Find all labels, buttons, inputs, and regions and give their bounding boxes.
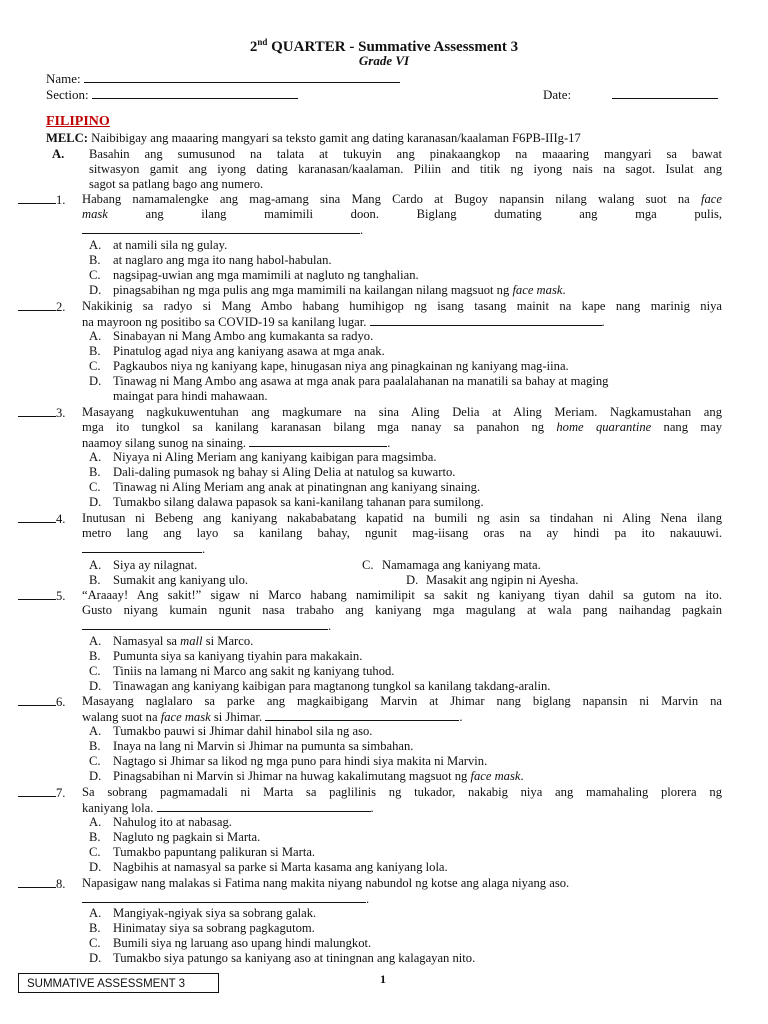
option-text: Niyaya ni Aling Meriam ang kaniyang kaibigan para magsimba. xyxy=(113,450,437,464)
answer-blank-6[interactable] xyxy=(18,694,56,706)
option-text: Tinawagan ang kaniyang kaibigan para magtanong tungkol sa kanilang takdang-aralin. xyxy=(113,679,551,693)
option-text: Dali-daling pumasok ng bahay si Aling Delia at natulog sa kuwarto. xyxy=(113,465,456,479)
q1-option-c[interactable] xyxy=(89,268,419,283)
section-field xyxy=(46,86,298,102)
q1-italic-a: face xyxy=(701,192,722,206)
option-letter: C. xyxy=(89,664,101,678)
q1-italic-b: mask xyxy=(82,207,108,221)
option-letter: C. xyxy=(89,268,101,282)
option-letter: B. xyxy=(89,344,101,358)
q6-option-d[interactable] xyxy=(89,769,524,784)
option-letter: C. xyxy=(89,845,101,859)
q1-option-d[interactable] xyxy=(89,283,566,298)
q1-option-a[interactable] xyxy=(89,238,227,253)
question-2-line-2: na mayroon ng positibo sa COVID-19 sa kanilang lugar. . xyxy=(82,315,605,329)
q1-fill-blank[interactable] xyxy=(82,222,360,234)
q8-option-d[interactable] xyxy=(89,951,475,966)
part-a-line-3: sagot sa patlang bago ang numero. xyxy=(89,177,264,191)
question-4-number xyxy=(18,511,65,527)
option-text: Mangiyak-ngiyak siya sa sobrang galak. xyxy=(113,906,317,920)
answer-blank-4[interactable] xyxy=(18,511,56,523)
option-letter: C. xyxy=(89,359,101,373)
question-6-line-1: Masayang naglalaro sa parke ang magkaibigang Marvin at Jhimar nang biglang napansin ni Marvin na xyxy=(82,694,722,708)
q6-option-a[interactable] xyxy=(89,724,372,739)
q2-option-a[interactable] xyxy=(89,329,373,344)
option-text: Hinimatay siya sa sobrang pagkagutom. xyxy=(113,921,315,935)
footer-label-box: SUMMATIVE ASSESSMENT 3 xyxy=(18,973,219,993)
option-letter: C. xyxy=(362,558,374,572)
q4-fill-blank[interactable] xyxy=(82,541,202,553)
question-7-line-2: kaniyang lola. . xyxy=(82,801,374,815)
option-letter: D. xyxy=(89,495,102,509)
title-text: QUARTER - Summative Assessment 3 xyxy=(267,39,519,55)
question-2-number xyxy=(18,299,65,315)
q3-option-c[interactable] xyxy=(89,480,480,495)
option-text: Nahulog ito at nabasag. xyxy=(113,815,232,829)
option-letter: D. xyxy=(89,374,102,388)
q2-fill-blank[interactable] xyxy=(370,314,602,326)
q2-option-d-continued: maingat para hindi mahawaan. xyxy=(113,389,268,403)
q7-option-a[interactable] xyxy=(89,815,232,830)
question-7-number xyxy=(18,785,65,801)
question-1-line-2 xyxy=(82,207,722,222)
option-italic: face mask xyxy=(470,769,521,783)
option-letter: A. xyxy=(89,906,102,920)
title-number: 2 xyxy=(249,39,258,55)
q4-option-d[interactable] xyxy=(406,573,578,588)
option-text: Nagbihis at namasyal sa parke si Marta kasama ang kaniyang lola. xyxy=(113,860,448,874)
option-letter: B. xyxy=(89,253,101,267)
answer-blank-1[interactable] xyxy=(18,192,56,204)
answer-blank-7[interactable] xyxy=(18,785,56,797)
option-letter: C. xyxy=(89,480,101,494)
question-4-line-2: metro lang ang layo sa kanilang bahay, ngunit mag-iisang oras na ay hindi pa ito nakauuwi. xyxy=(82,526,722,540)
option-tail: . xyxy=(520,769,524,783)
q5-option-d[interactable] xyxy=(89,679,550,694)
option-letter: A. xyxy=(89,450,102,464)
question-5-line-1: “Araaay! Ang sakit!” sigaw ni Marco habang namimilipit sa sakit ng kaniyang tiyan dahil sa gutom na ito. xyxy=(82,588,722,602)
title-ordinal: nd xyxy=(257,37,268,47)
question-4-answer-line[interactable]: . xyxy=(82,541,205,557)
question-6-number xyxy=(18,694,65,710)
question-number: 7. xyxy=(56,786,66,800)
q2-option-d[interactable] xyxy=(89,374,608,389)
question-8-answer-line[interactable]: . xyxy=(82,891,369,907)
option-text: Nagtago si Jhimar sa likod ng mga puno para hindi siya makita ni Marvin. xyxy=(113,754,488,768)
question-6-line-2: walang suot na face mask si Jhimar. . xyxy=(82,710,463,724)
option-text: at naglaro ang mga ito nang habol-habulan. xyxy=(113,253,332,267)
question-7-line-1: Sa sobrang pagmamadali ni Marta sa paglilinis ng tukador, nakabig niya ang mamahaling plorera ng xyxy=(82,785,722,799)
q3-option-a[interactable] xyxy=(89,450,437,465)
option-text: Tumakbo pauwi si Jhimar dahil hinabol sila ng aso. xyxy=(113,724,373,738)
q5-option-a[interactable] xyxy=(89,634,253,649)
option-text: Namamaga ang kaniyang mata. xyxy=(382,558,541,572)
option-text: Pinatulog agad niya ang kaniyang asawa at mga anak. xyxy=(113,344,385,358)
question-3-line-2 xyxy=(82,420,722,435)
melc-text: Naibibigay ang maaaring mangyari sa teksto gamit ang dating karanasan/kaalaman F6PB-IIIg-17 xyxy=(87,131,581,145)
option-letter: B. xyxy=(89,649,101,663)
q8-option-b[interactable] xyxy=(89,921,315,936)
option-letter: C. xyxy=(89,936,101,950)
question-number: 1. xyxy=(56,193,66,207)
question-number: 3. xyxy=(56,406,66,420)
q5-option-c[interactable] xyxy=(89,664,394,679)
option-letter: D. xyxy=(406,573,419,587)
option-letter: D. xyxy=(89,283,102,297)
option-letter: A. xyxy=(89,558,102,572)
option-italic: mall xyxy=(180,634,203,648)
option-text: Sinabayan ni Mang Ambo ang kumakanta sa radyo. xyxy=(113,329,374,343)
option-text: Inaya na lang ni Marvin si Jhimar na pumunta sa simbahan. xyxy=(113,739,414,753)
question-5-number xyxy=(18,588,65,604)
part-a-line-2: sitwasyon gamit ang iyong dating karanasan/kaalaman. Piliin and titik ng iyong nais na sagot. Isulat ang xyxy=(89,162,722,176)
answer-blank-8[interactable] xyxy=(18,876,56,888)
option-text: Bumili siya ng laruang aso upang hindi malungkot. xyxy=(113,936,372,950)
option-text: Pumunta siya sa kaniyang tiyahin para makakain. xyxy=(113,649,363,663)
option-italic: face mask xyxy=(512,283,563,297)
name-label: Name: xyxy=(46,71,81,86)
option-tail: si Marco. xyxy=(202,634,254,648)
q3-option-d[interactable] xyxy=(89,495,484,510)
question-3-number xyxy=(18,405,65,421)
q7-text: kaniyang lola. xyxy=(82,801,154,815)
q7-fill-blank[interactable] xyxy=(157,800,371,812)
question-number: 8. xyxy=(56,877,66,891)
q3-fill-blank[interactable] xyxy=(249,435,387,447)
option-text: Tumakbo siya patungo sa kaniyang aso at tiningnan ang kalagayan nito. xyxy=(113,951,476,965)
option-letter: D. xyxy=(89,860,102,874)
option-letter: D. xyxy=(89,951,102,965)
option-text: Tumakbo silang dalawa papasok sa kani-kanilang tahanan para sumilong. xyxy=(113,495,484,509)
question-8-line-1: Napasigaw nang malakas si Fatima nang makita niyang nabundol ng kotse ang alaga niyang aso. xyxy=(82,876,570,890)
melc-line xyxy=(46,131,581,146)
question-number: 5. xyxy=(56,589,66,603)
q3-option-b[interactable] xyxy=(89,465,455,480)
question-1-number xyxy=(18,192,65,208)
option-letter: B. xyxy=(89,921,101,935)
question-1-line-1 xyxy=(82,192,722,207)
question-number: 6. xyxy=(56,695,66,709)
option-letter: A. xyxy=(89,238,102,252)
question-8-number xyxy=(18,876,65,892)
q7-option-b[interactable] xyxy=(89,830,260,845)
option-text: pinagsabihan ng mga pulis ang mga mamimili na kailangan nilang magsuot ng xyxy=(113,283,513,297)
name-blank[interactable] xyxy=(84,70,400,83)
date-label: Date: xyxy=(543,87,572,102)
option-text: Tumakbo papuntang palikuran si Marta. xyxy=(113,845,316,859)
question-4-line-1: Inutusan ni Bebeng ang kaniyang nakababatang kapatid na bumili ng asin sa tindahan ni Aling Nena ilang xyxy=(82,511,722,525)
option-text: Siya ay nilagnat. xyxy=(113,558,198,572)
option-letter: C. xyxy=(89,754,101,768)
option-text: Sumakit ang kaniyang ulo. xyxy=(113,573,249,587)
question-3-line-1: Masayang nagkukuwentuhan ang magkumare na sina Aling Delia at Aling Meriam. Nagkamustahan ang xyxy=(82,405,722,419)
q4-option-a[interactable] xyxy=(89,558,197,573)
option-text: Pinagsabihan ni Marvin si Jhimar na huwag kakalimutang magsuot ng xyxy=(113,769,471,783)
option-text: nagsipag-uwian ang mga mamimili at nagluto ng tanghalian. xyxy=(113,268,419,282)
question-5-answer-line[interactable]: . xyxy=(82,618,331,634)
q6-text-b: si Jhimar. xyxy=(210,710,263,724)
q4-option-c[interactable] xyxy=(362,558,541,573)
question-3-line-3: naamoy silang sunog na sinaing. . xyxy=(82,436,391,450)
q2-option-b[interactable] xyxy=(89,344,385,359)
option-letter: A. xyxy=(89,815,102,829)
option-text: Tiniis na lamang ni Marco ang sakit ng kaniyang tuhod. xyxy=(113,664,395,678)
q5-option-b[interactable] xyxy=(89,649,362,664)
answer-blank-3[interactable] xyxy=(18,405,56,417)
option-letter: D. xyxy=(89,769,102,783)
question-number: 2. xyxy=(56,300,66,314)
answer-blank-5[interactable] xyxy=(18,588,56,600)
option-text: Tinawag ni Mang Ambo ang asawa at mga anak para paalalahanan na manatili sa bahay at maging xyxy=(113,374,609,388)
q6-option-b[interactable] xyxy=(89,739,413,754)
option-letter: A. xyxy=(89,634,102,648)
option-text: Namasyal sa xyxy=(113,634,181,648)
section-label: Section: xyxy=(46,87,89,102)
q2-text: na mayroon ng positibo sa COVID-19 sa kanilang lugar. xyxy=(82,315,367,329)
q4-option-b[interactable] xyxy=(89,573,248,588)
grade-subtitle: Grade VI xyxy=(358,53,410,68)
option-tail: . xyxy=(562,283,566,297)
q6-italic: face mask xyxy=(160,710,211,724)
option-text: Tinawag ni Aling Meriam ang anak at pinatingnan ang kaniyang sinaing. xyxy=(113,480,481,494)
option-letter: A. xyxy=(89,329,102,343)
question-5-line-2: Gusto niyang kumain ngunit nasa trabaho ang kaniyang mga magulang at wala pang naihandag pagkain xyxy=(82,603,722,617)
date-blank[interactable] xyxy=(612,86,718,99)
option-text: Pagkaubos niya ng kaniyang kape, hinugasan niya ang pinagkainan ng kaniyang mag-iina. xyxy=(113,359,569,373)
option-text: Masakit ang ngipin ni Ayesha. xyxy=(426,573,579,587)
section-blank[interactable] xyxy=(92,86,298,99)
option-letter: A. xyxy=(89,724,102,738)
option-letter: D. xyxy=(89,679,102,693)
q3-text-b: nang may xyxy=(651,420,722,434)
option-letter: B. xyxy=(89,739,101,753)
q6-text-a: walang suot na xyxy=(82,710,161,724)
option-letter: B. xyxy=(89,465,101,479)
date-field xyxy=(543,86,718,102)
part-a-letter: A. xyxy=(52,147,65,161)
q3-text-a: mga ito tungkol sa kanilang karanasan bilang mga nanay sa panahon ng xyxy=(82,420,557,434)
q7-option-c[interactable] xyxy=(89,845,315,860)
subject-heading: FILIPINO xyxy=(46,114,110,129)
question-1-answer-line[interactable]: . xyxy=(82,222,363,238)
q3-text-c: naamoy silang sunog na sinaing. xyxy=(82,436,247,450)
q3-italic: home quarantine xyxy=(556,420,652,434)
q1-text-a: Habang namamalengke ang mag-amang sina Mang Cardo at Bugoy napansin nilang walang suot na xyxy=(82,192,702,206)
name-field xyxy=(46,70,400,86)
answer-blank-2[interactable] xyxy=(18,299,56,311)
q2-option-c[interactable] xyxy=(89,359,569,374)
question-number: 4. xyxy=(56,512,66,526)
option-text: Nagluto ng pagkain si Marta. xyxy=(113,830,261,844)
page-number: 1 xyxy=(380,972,386,986)
question-2-line-1: Nakikinig sa radyo si Mang Ambo habang humihigop ng isang tasang mainit na kape nang marinig niya xyxy=(82,299,722,313)
q7-option-d[interactable] xyxy=(89,860,448,875)
option-letter: B. xyxy=(89,830,101,844)
option-letter: B. xyxy=(89,573,101,587)
q5-fill-blank[interactable] xyxy=(82,618,328,630)
part-a-line-1: Basahin ang sumusunod na talata at tukuyin ang pinakaangkop na maaaring mangyari sa bawat xyxy=(89,147,722,161)
q1-text-b: ang ilang mamimili doon. Biglang dumating ang mga pulis, xyxy=(107,207,722,221)
q8-fill-blank[interactable] xyxy=(82,891,366,903)
q6-fill-blank[interactable] xyxy=(265,709,459,721)
q8-option-c[interactable] xyxy=(89,936,371,951)
melc-label: MELC: xyxy=(46,131,88,145)
q6-option-c[interactable] xyxy=(89,754,487,769)
q8-option-a[interactable] xyxy=(89,906,316,921)
option-text: at namili sila ng gulay. xyxy=(113,238,228,252)
q1-option-b[interactable] xyxy=(89,253,332,268)
